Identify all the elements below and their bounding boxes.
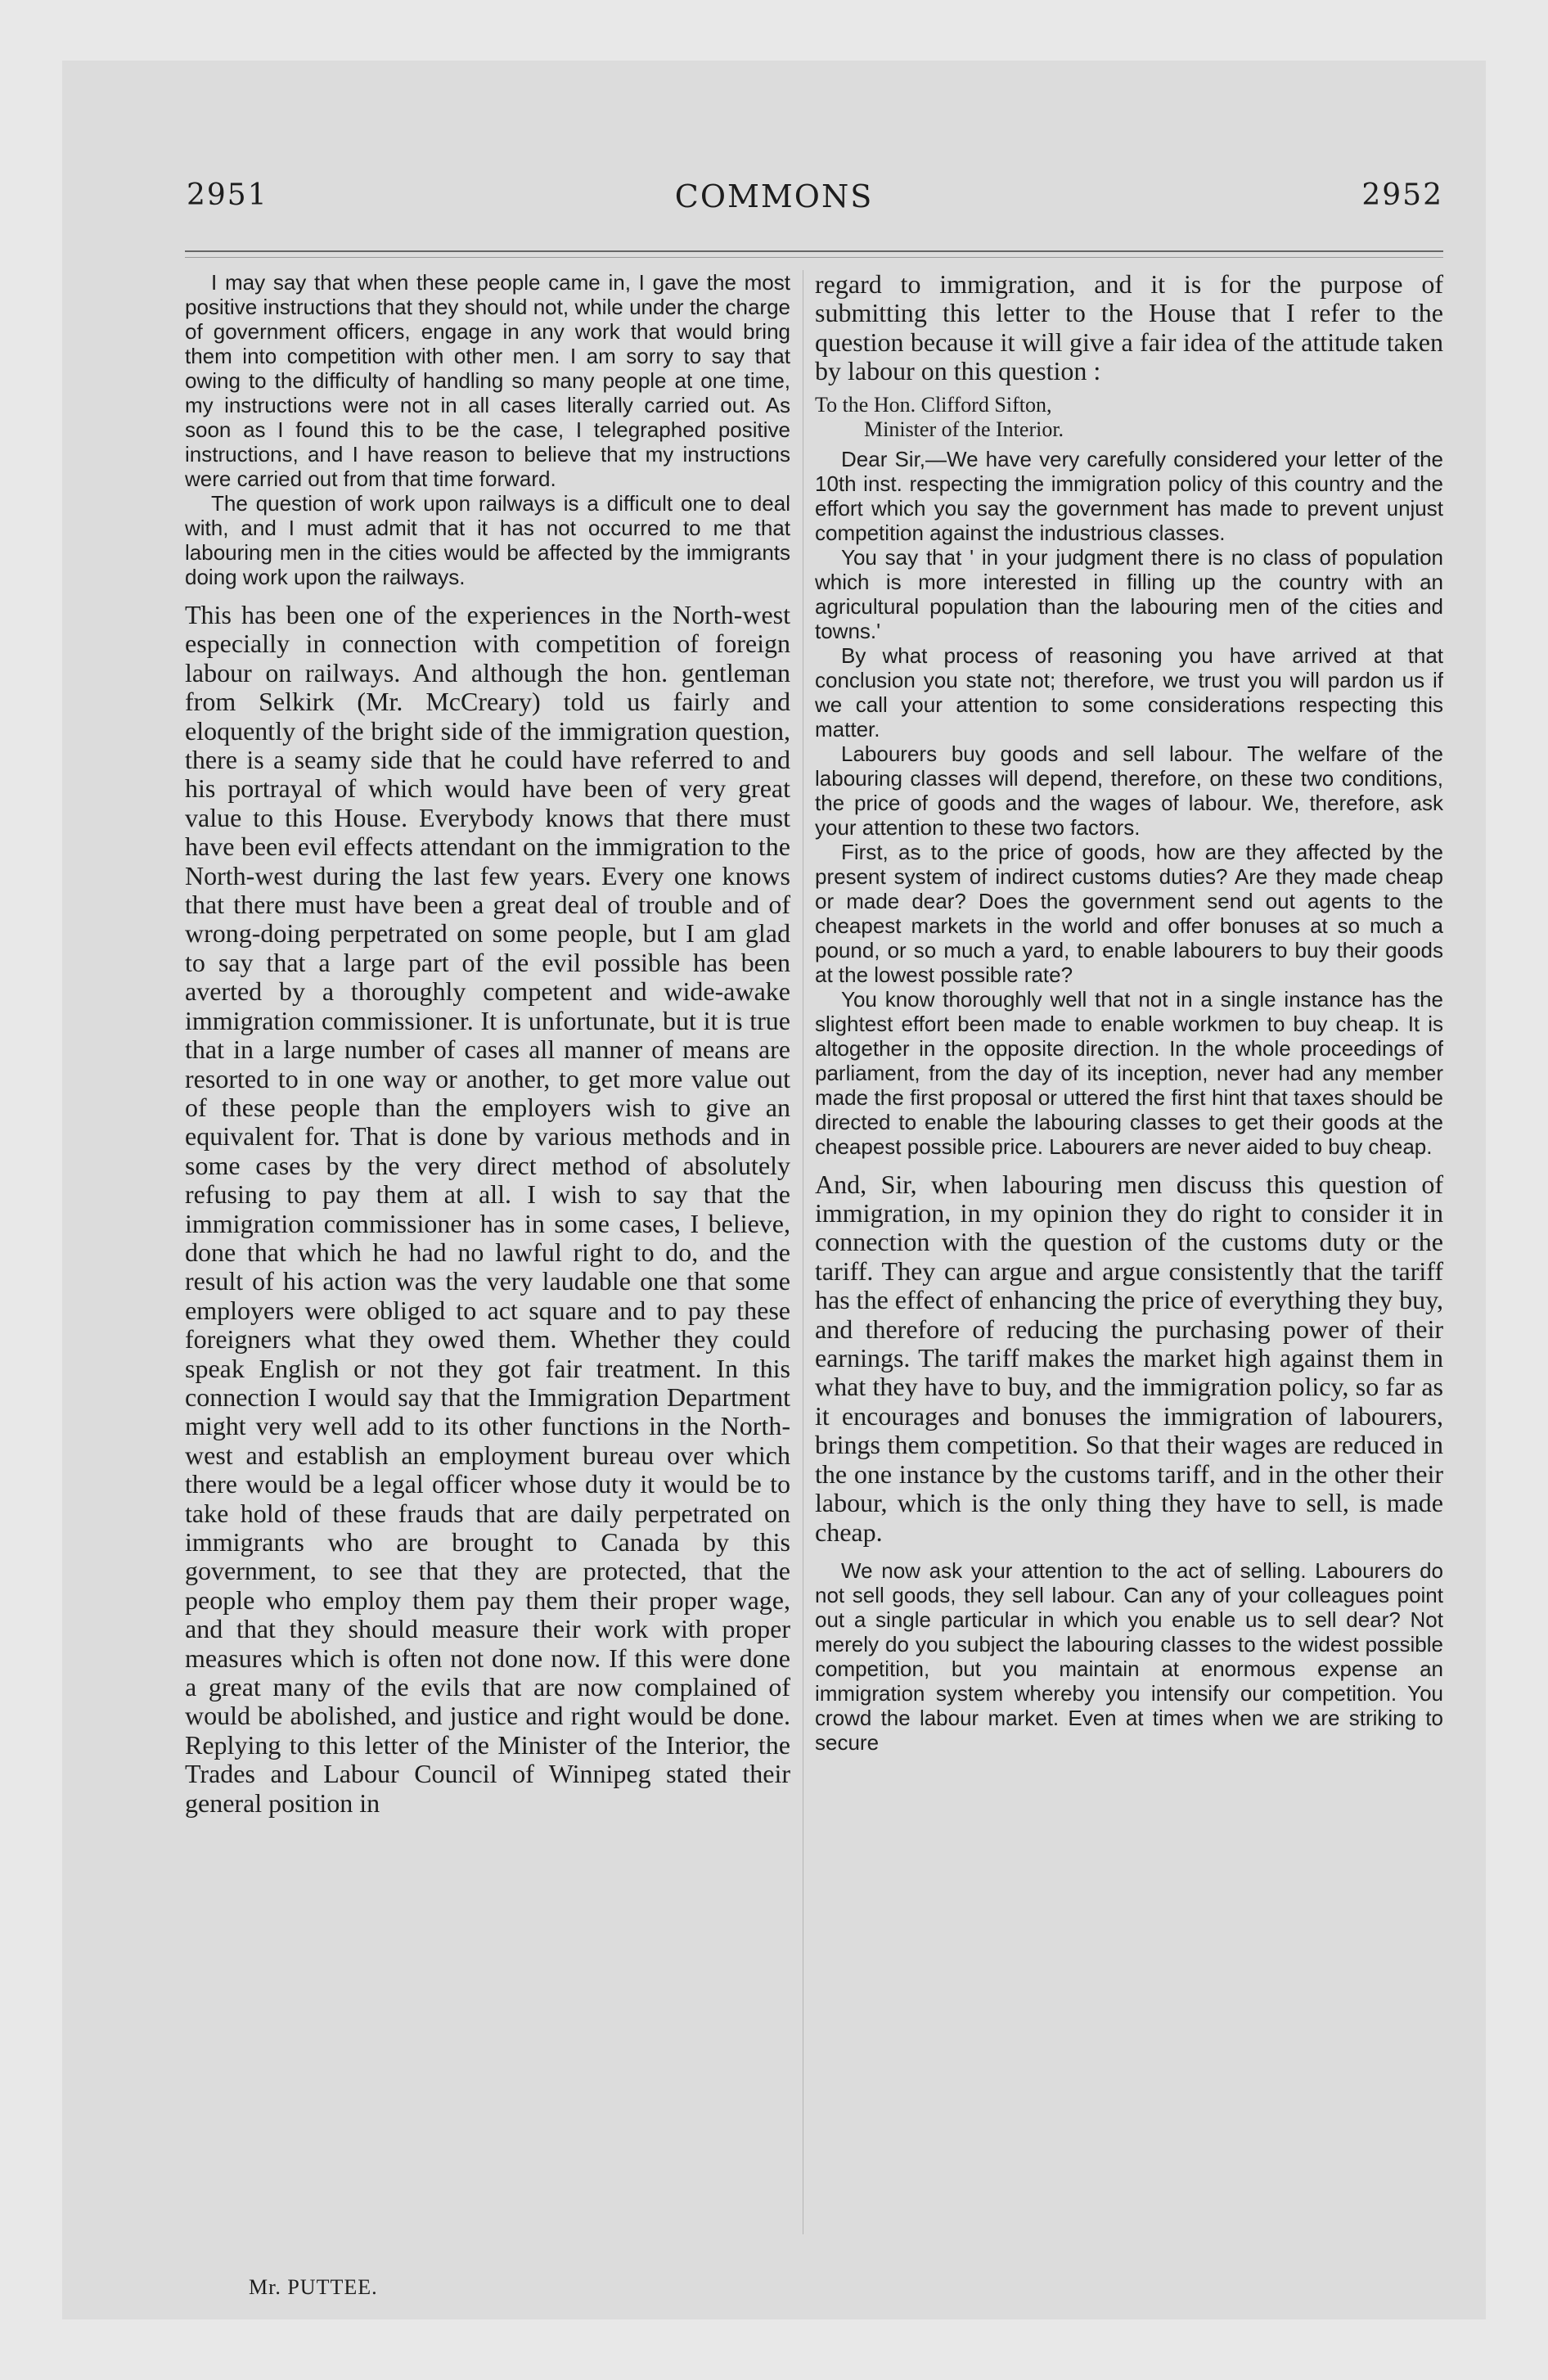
letter-recipient: To the Hon. Clifford Sifton,	[815, 392, 1052, 417]
page-sheet	[62, 61, 1486, 2319]
paragraph: regard to immigration, and it is for the purpose of submitting this letter to the House that I refer to the question because it will give a fair idea of the attitude taken by labour on this question :	[815, 269, 1443, 386]
paragraph: We now ask your attention to the act of selling. Labourers do not sell goods, they sell labour. Can any of your colleagues point out a single particular in which you enable us to sell dear? Not merely do you subject the labouring classes to the widest possible competition, but you maintain at enormous expense an immigration system whereby you intensify our competition. You crowd the labour market. Even at times when we are striking to secure	[815, 1557, 1443, 1755]
paragraph: Dear Sir,—We have very carefully considered your letter of the 10th inst. respecting the immigration policy of this country and the effort which you say the government has made to prevent unjust competition against the industrious classes.	[815, 446, 1443, 545]
left-small-text	[185, 270, 790, 589]
right-closing-text	[815, 1558, 1443, 1755]
left-column	[185, 270, 790, 1818]
paragraph: And, Sir, when labouring men discuss this question of immigration, in my opinion they do right to consider it in connection with the question of the customs duty or the tariff. They can argue and argue consistently that the tariff has the effect of enhancing the price of everything they buy, and therefore of reducing the purchasing power of their earnings. The tariff makes the market high against them in what they have to buy, and the immigration policy, so far as it encourages and bonuses the immigration of labourers, brings them competition. So that their wages are reduced in the one instance by the customs tariff, and in the other their labour, which is the only thing they have to sell, is made cheap.	[815, 1169, 1443, 1547]
paragraph: You know thoroughly well that not in a single instance has the slightest effort been made to enable workmen to buy cheap. It is altogether in the opposite direction. In the whole proceedings of parliament, from the day of its inception, never had any member made the first proposal or uttered the first hint that taxes should be directed to enable the labouring classes to get their goods at the cheapest possible price. Labourers are never aided to buy cheap.	[815, 986, 1443, 1159]
right-column	[815, 270, 1443, 1755]
left-large-text	[185, 601, 790, 1818]
speaker-name: Mr. PUTTEE.	[249, 2275, 378, 2299]
right-page-number: 2952	[1361, 178, 1443, 212]
page-header	[62, 178, 1486, 228]
paragraph: By what process of reasoning you have arrived at that conclusion you state not; therefore, we trust you will pardon us if we call your attention to some considerations respecting this matter.	[815, 642, 1443, 741]
paragraph: I may say that when these people came in, I gave the most positive instructions that they should not, while under the charge of government officers, engage in any work that would bring them into competition with other men. I am sorry to say that owing to the difficulty of handling so many people at one time, my instructions were not in all cases literally carried out. As soon as I found this to be the case, I telegraphed positive instructions, and I have reason to believe that my instructions were carried out from that time forward.	[185, 270, 790, 491]
paragraph: The question of work upon railways is a difficult one to deal with, and I must admit that it has not occurred to me that labouring men in the cities would be affected by the immigrants doing work upon the railways.	[185, 491, 790, 589]
right-middle-text	[815, 1170, 1443, 1547]
header-rule-secondary	[185, 257, 1443, 258]
paragraph: This has been one of the experiences in the North-west especially in connection with competition of foreign labour on railways. And although the hon. gentleman from Selkirk (Mr. McCreary) told us fairly and eloquently of the bright side of the immigration question, there is a seamy side that he could have referred to and his portrayal of which would have been of very great value to this House. Everybody knows that there must have been evil effects attendant on the immigration to the North-west during the last few years. Every one knows that there must have been a great deal of trouble and of wrong-doing perpetrated on some people, but I am glad to say that a large part of the evil possible has been averted by a thoroughly competent and wide-awake immigration commissioner. It is unfortunate, but it is true that in a large number of cases all manner of means are resorted to in one way or another, to get more value out of these people than the employers wish to give an equivalent for. That is done by various methods and in some cases by the very direct method of absolutely refusing to pay them at all. I wish to say that the immigration commissioner has in some cases, I believe, done that which he had no lawful right to do, and the result of his action was the very laudable one that some employers were obliged to act square and to pay these foreigners what they owed them. Whether they could speak English or not they got fair treatment. In this connection I would say that the Immigration Department might very well add to its other functions in the North-west and establish an employment bureau over which there would be a legal officer whose duty it would be to take hold of these frauds that are daily perpetrated on immigrants who are brought to Canada by this government, to see that they are protected, that the people who employ them pay them their proper wage, and that they should measure their work with proper measures which is often not done now. If this were done a great many of the evils that are now complained of would be abolished, and justice and right would be done. Replying to this letter of the Minister of the Interior, the Trades and Labour Council of Winnipeg stated their general position in	[185, 600, 790, 1818]
right-intro-text	[815, 270, 1443, 386]
paragraph: You say that ' in your judgment there is no class of population which is more interested in filling up the country with an agricultural population than the labouring men of the cities and towns.'	[815, 544, 1443, 643]
letter-address	[815, 393, 1443, 442]
left-page-number: 2951	[187, 178, 268, 212]
letter-recipient-title: Minister of the Interior.	[864, 417, 1064, 441]
paragraph: Labourers buy goods and sell labour. The welfare of the labouring classes will depend, therefore, on these two conditions, the price of goods and the wages of labour. We, therefore, ask your attention to these two factors.	[815, 741, 1443, 840]
header-rule	[185, 250, 1443, 252]
paragraph: First, as to the price of goods, how are they affected by the present system of indirect customs duties? Are they made cheap or made dear? Does the government send out agents to the cheapest markets in the world and offer bonuses at so much a pound, or so much a yard, to enable labourers to buy their goods at the lowest possible rate?	[815, 839, 1443, 987]
letter-body	[815, 447, 1443, 1159]
running-head: COMMONS	[674, 178, 874, 214]
